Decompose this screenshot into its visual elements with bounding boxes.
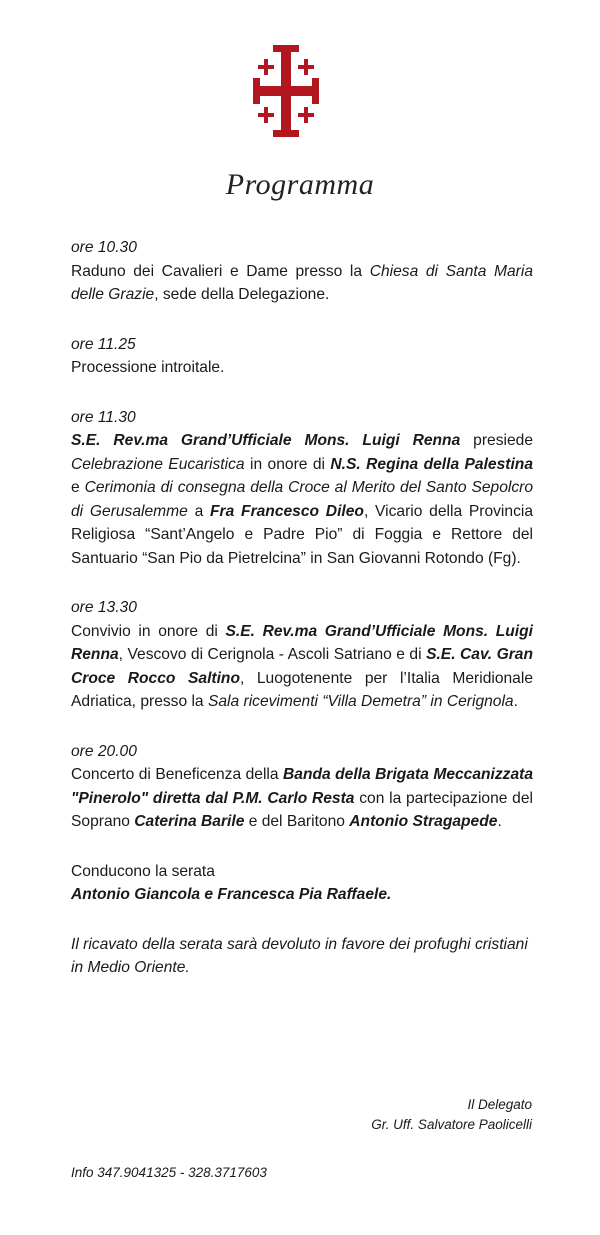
hosts <box>71 860 533 907</box>
event-description: Processione introitale. <box>71 359 225 376</box>
contact-info: Info 347.9041325 - 328.3717603 <box>71 1165 267 1180</box>
event-time: ore 13.30 <box>71 599 137 616</box>
event-description: S.E. Rev.ma Grand’Ufficiale Mons. Luigi Renna presiede Celebrazione Eucaristica in onore di N.S. Regina della Palestina e Cerimonia di consegna della Croce al Merito del Santo Sepolcro di Gerusalemme a Fra Francesco Dileo, Vicario della Provincia Religiosa “Sant’Angelo e Padre Pio” di Foggia e Rettore del Santuario “San Pio da Pietrelcina” in San Giovanni Rotondo (Fg). <box>71 432 534 567</box>
hosts-names: Antonio Giancola e Francesca Pia Raffaele. <box>71 886 392 903</box>
page-title: Programma <box>225 168 375 201</box>
event-time: ore 10.30 <box>71 239 137 256</box>
event-time: ore 20.00 <box>71 742 137 760</box>
event-description: Concerto di Beneficenza della Banda della Brigata Meccanizzata "Pinerolo" diretta dal P.M. Carlo Resta con la partecipazione del Soprano Caterina Barile e del Baritono Antonio Stragapede. <box>71 766 533 830</box>
signature-role: Il Delegato <box>467 1097 532 1112</box>
signature-name: Gr. Uff. Salvatore Paolicelli <box>371 1117 532 1132</box>
event-time: ore 11.30 <box>71 408 136 426</box>
programme-list <box>71 236 533 980</box>
event-1330 <box>71 596 533 714</box>
event-2000 <box>71 740 533 834</box>
jerusalem-cross-icon <box>253 45 319 137</box>
event-description: Convivio in onore di S.E. Rev.ma Grand’Ufficiale Mons. Luigi Renna, Vescovo di Cerignola - Ascoli Satriano e di S.E. Cav. Gran Croce Rocco Saltino, Luogotenente per l’Italia Meridionale Adriatica, presso la Sala ricevimenti “Villa Demetra” in Cerignola. <box>71 622 533 710</box>
event-time: ore 11.25 <box>71 335 136 353</box>
event-1130 <box>71 406 533 571</box>
signature <box>371 1095 532 1135</box>
charity-note: Il ricavato della serata sarà devoluto in favore dei profughi cristiani in Medio Oriente. <box>71 935 528 976</box>
event-1030 <box>71 236 533 307</box>
event-description: Raduno dei Cavalieri e Dame presso la Chiesa di Santa Maria delle Grazie, sede della Delegazione. <box>71 262 534 303</box>
venue-name: Chiesa di Santa Maria delle Grazie <box>71 262 534 303</box>
event-1125 <box>71 333 533 380</box>
hosts-label: Conducono la serata <box>71 862 215 880</box>
